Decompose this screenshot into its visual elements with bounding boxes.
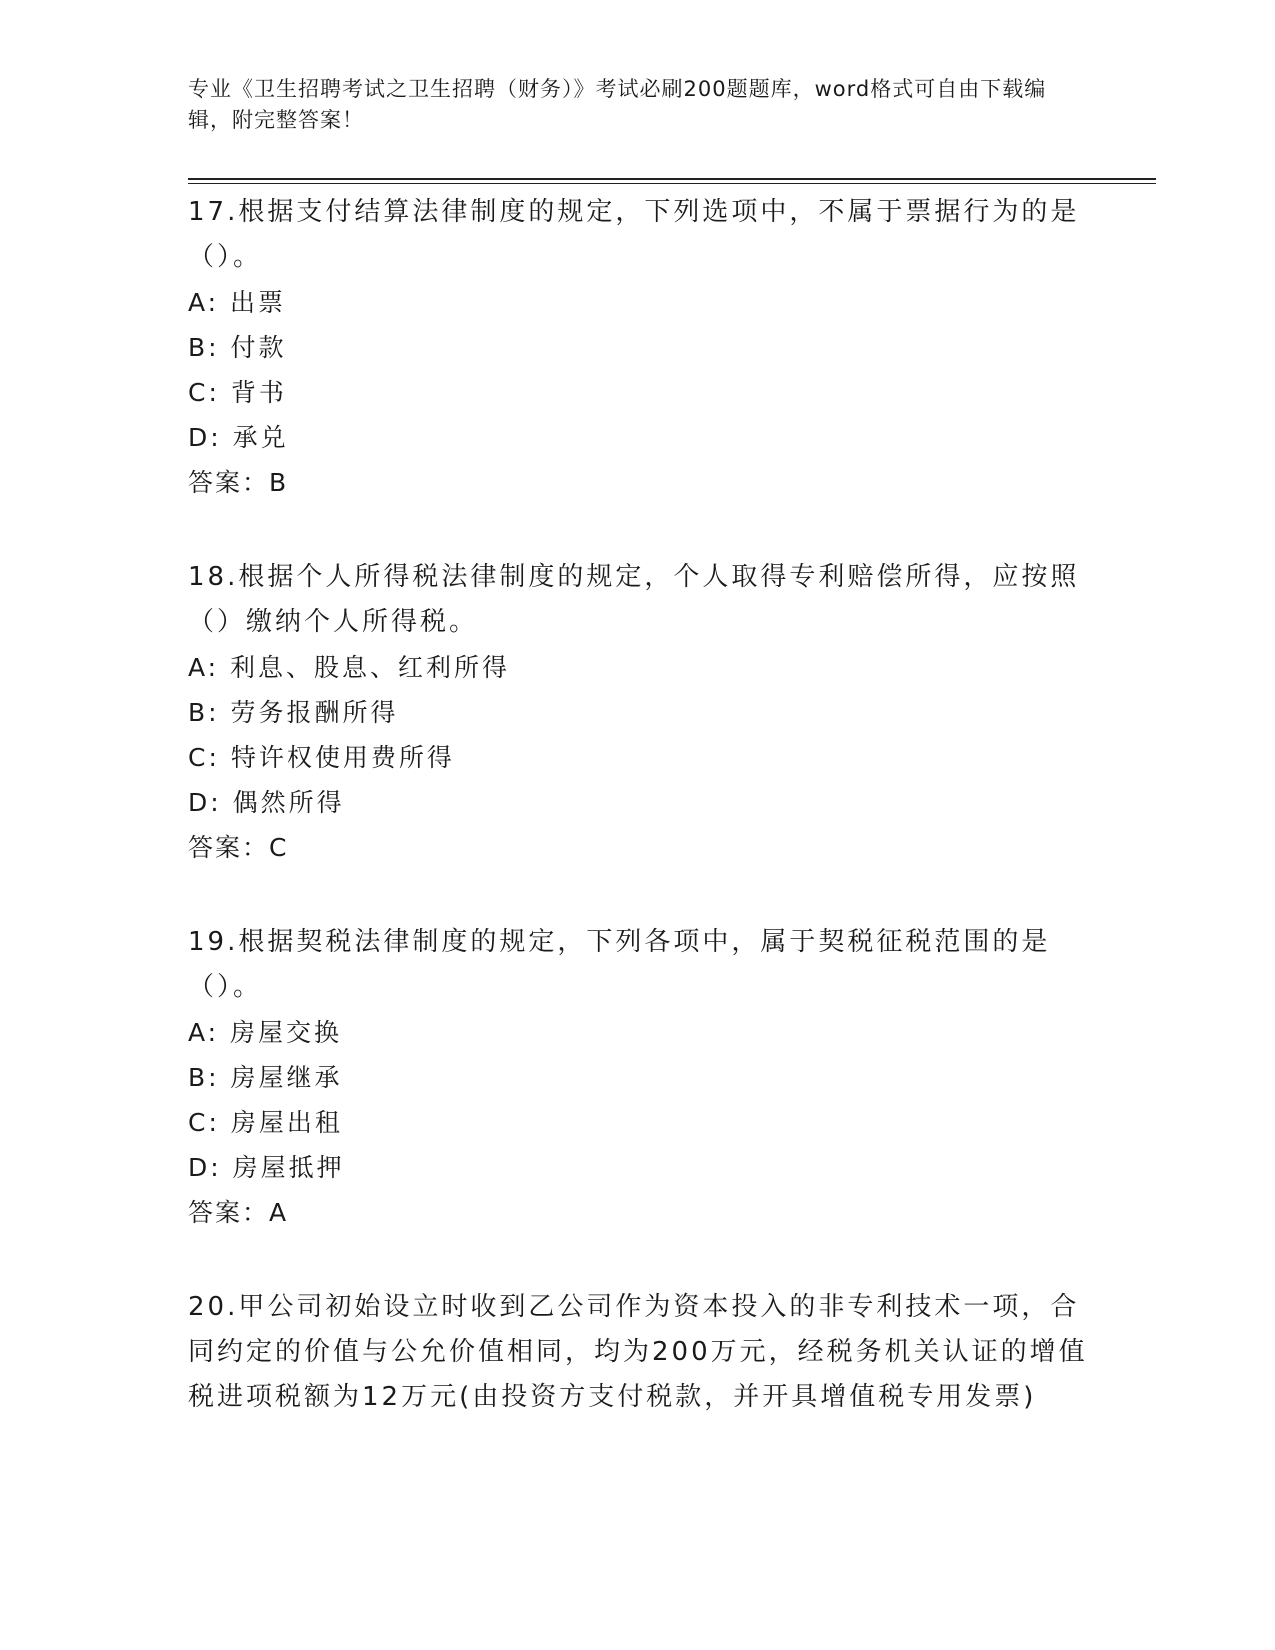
question-17 (188, 190, 1088, 505)
option-c: C: 背书 (188, 378, 287, 407)
document-header: 专业《卫生招聘考试之卫生招聘（财务）》考试必刷200题题库，word格式可自由下载编辑，附完整答案！ (188, 77, 1047, 132)
option-b: B: 房屋继承 (188, 1063, 343, 1092)
question-stem: 18.根据个人所得税法律制度的规定，个人取得专利赔偿所得，应按照（）缴纳个人所得税。 (188, 562, 1080, 637)
option-b: B: 劳务报酬所得 (188, 698, 399, 727)
question-stem: 20.甲公司初始设立时收到乙公司作为资本投入的非专利技术一项，合同约定的价值与公允价值相同，均为200万元，经税务机关认证的增值税进项税额为12万元(由投资方支付税款，并开具增值税专用发票) (188, 1292, 1088, 1412)
answer: 答案：A (188, 1198, 289, 1227)
option-c: C: 房屋出租 (188, 1108, 343, 1137)
option-c: C: 特许权使用费所得 (188, 743, 455, 772)
option-d: D: 偶然所得 (188, 788, 345, 817)
option-d: D: 承兑 (188, 423, 289, 452)
option-a: A: 房屋交换 (188, 1018, 343, 1047)
header-divider-thick (188, 178, 1156, 180)
question-18 (188, 555, 1088, 870)
option-a: A: 利息、股息、红利所得 (188, 653, 511, 682)
answer: 答案：B (188, 468, 289, 497)
question-stem: 19.根据契税法律制度的规定，下列各项中，属于契税征税范围的是（）。 (188, 927, 1051, 1002)
option-a: A: 出票 (188, 288, 287, 317)
question-stem: 17.根据支付结算法律制度的规定，下列选项中，不属于票据行为的是（）。 (188, 197, 1080, 272)
question-19 (188, 920, 1088, 1235)
header-divider-thin (188, 183, 1156, 184)
answer: 答案：C (188, 833, 289, 862)
option-b: B: 付款 (188, 333, 287, 362)
question-20 (188, 1285, 1088, 1420)
option-d: D: 房屋抵押 (188, 1153, 345, 1182)
